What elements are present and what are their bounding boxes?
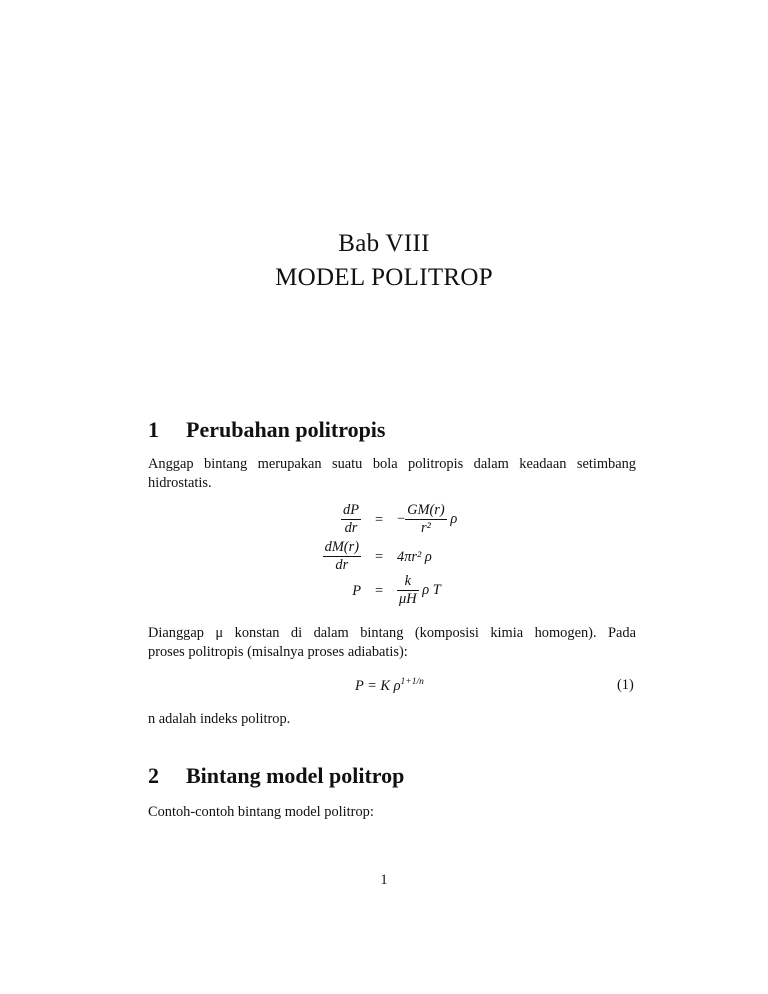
page-number: 1 [380,872,388,888]
section-title: Perubahan politropis [186,417,386,442]
equation-polytrope: P = K $\rho^{1+1/n}$ [355,677,424,694]
paragraph-intro [148,455,636,493]
equation-relation: = [375,549,384,565]
paragraph-line: hidrostatis. [148,475,212,491]
paragraph-line: proses politropis (misalnya proses adiabatis): [148,644,408,660]
paragraph-assumption [148,624,636,662]
section-title: Bintang model politrop [186,763,405,788]
equation-lhs: P [352,583,361,599]
equation-lhs: $\frac{dP}{dr}$ [343,502,359,536]
equation-rhs: − $\frac{GM(r)}{\text{r²}}$ ρ [397,502,458,536]
section-number: 2 [148,763,159,788]
equation-ideal-gas [0,573,768,613]
equation-rhs: $\frac{k}{\mu H}$ ρ T [399,573,441,607]
section-number: 1 [148,417,159,442]
equation-hydrostatic [0,502,768,542]
paragraph-examples: Contoh-contoh bintang model politrop: [148,804,374,820]
equation-rhs: 4πr² ρ [397,549,432,565]
equation-relation: = [375,583,384,599]
chapter-label: Bab VIII [338,230,430,257]
paragraph-line: Anggap bintang merupakan suatu bola politropis dalam keadaan setimbang [148,456,636,472]
paragraph-index: n adalah indeks politrop. [148,711,291,727]
chapter-title: MODEL POLITROP [275,264,493,291]
paragraph-line: Dianggap μ konstan di dalam bintang (komposisi kimia homogen). Pada [148,625,636,641]
equation-lhs: $\frac{dM(r)}{dr}$ [324,539,359,573]
equation-relation: = [375,512,384,528]
equation-number: (1) [617,677,634,693]
